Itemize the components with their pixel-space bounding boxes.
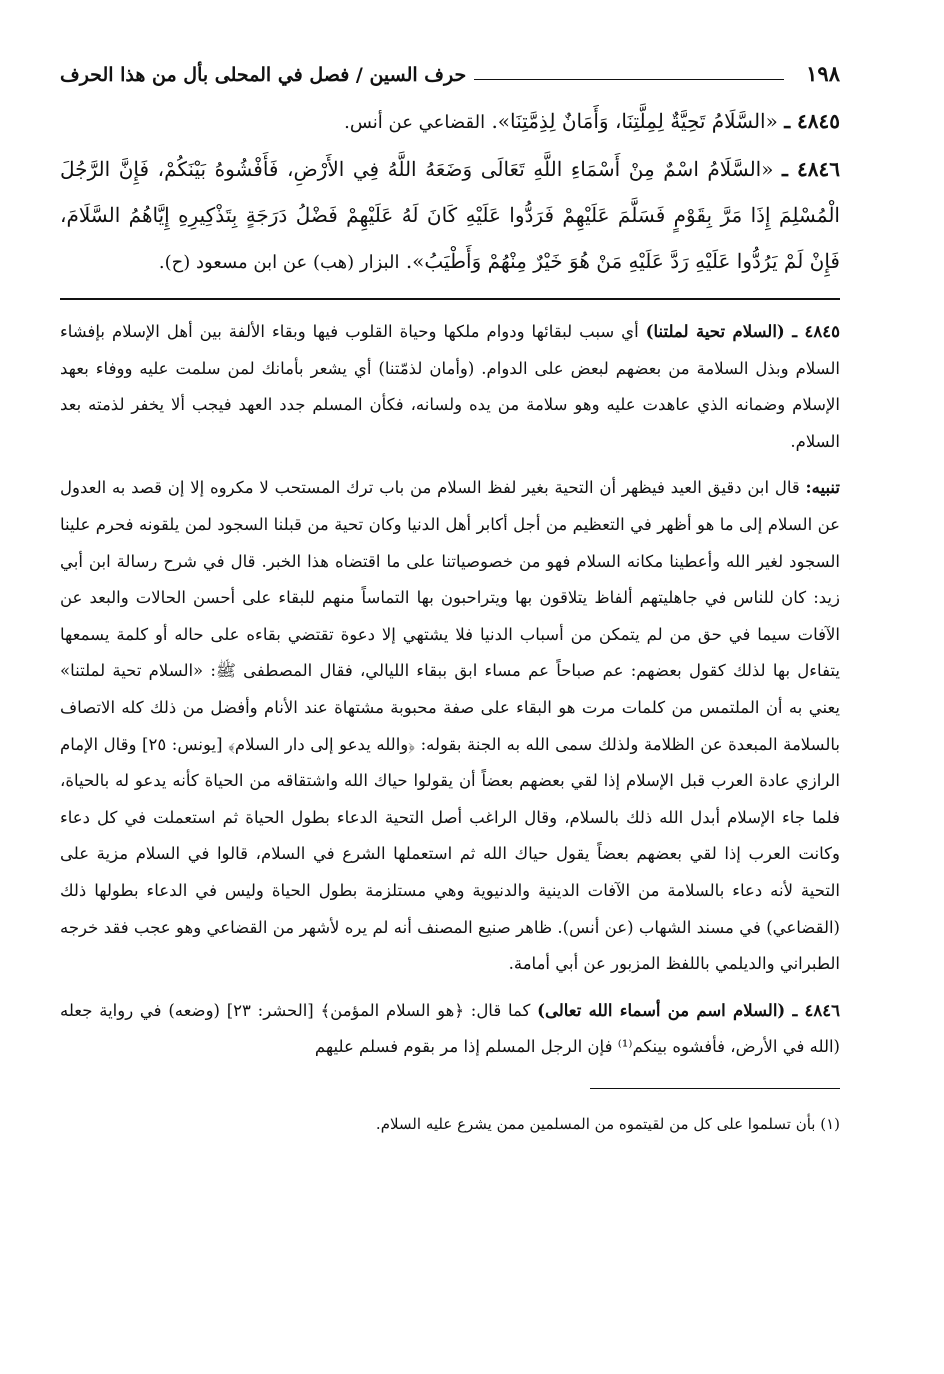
running-header [60,52,840,86]
footnote-1: (١) بأن تسلموا على كل من لقيتموه من المسلمين ممن يشرع عليه السلام. [375,1114,840,1133]
commentary-lead: ٤٨٤٥ ـ (السلام تحية لملتنا) [645,322,840,341]
hadith-number: ٤٨٤٦ ـ [782,157,840,181]
hadith-4846 [60,146,840,286]
commentary-text: كما قال: ﴿هو السلام المؤمن﴾ [الحشر: ٢٣] (وضعه) في رواية جعله (الله في الأرض، فأفشوه بينكم⁽¹⁾ فإن الرجل المسلم إذا مر بقوم فسلم عليهم [60,1000,840,1057]
book-page [60,52,840,1352]
commentary-text: قال ابن دقيق العيد فيظهر أن التحية بغير لفظ السلام من باب ترك المستحب لا مكروه إلا إن قصد به العدول عن السلام إلى ما هو أظهر في التعظيم من أجل أكابر أهل الدنيا وكان تحية من قبلنا السجود لمن يلقونه فحرم علينا السجود لغير الله وأعطينا مكانه السلام فهو من خصوصياتنا على ما اقتضاه هذا الخبر. قال في شرح رسالة ابن أبي زيد: كان للناس في جاهليتهم ألفاظ يتلاقون بها ويتراحبون بها التماساً منهم للبقاء على أحسن الحالات والبعد عن الآفات سيما في حق من لم يتمكن من أسباب الدنيا فلا يشتهي إلا دعوة تقتضي بقاءه على حاله أو كلمة يسمعها يتفاءل بها لذلك كقول بعضهم: عم صباحاً عم مساء ابق ببقاء الليالي، فقال المصطفى ﷺ: «السلام تحية لملتنا» يعني به أن الملتمس من كلمات مرت هو البقاء على صفة محبوبة مشتهاة عند الأنام وأفضل من ذلك كله الاتصاف بالسلامة المبعدة عن الظلامة ولذلك سمى الله به الجنة بقوله: ﴿والله يدعو إلى دار السلام﴾ [يونس: ٢٥] وقال الإمام الرازي عادة العرب قبل الإسلام إذا لقي بعضهم بعضاً أن يقولوا حياك الله واشتقاقه من الحياة كأنه يدعو له بالحياة، فلما جاء الإسلام أبدل الله ذلك بالسلام، وقال الراغب أصل التحية الدعاء بطول الحياة ثم استعملت في كل دعاء وكانت العرب إذا لقي بعضهم بعضاً يقول حياك الله ثم استعملها الشرع في السلام، قالوا في السلام مزية على التحية لأنه دعاء بالسلامة من الآفات الدينية والدنيوية وهي مستلزمة بطول الحياة وليس في الدعاء بطولها ذلك (القضاعي) في مسند الشهاب (عن أنس). ظاهر صنيع المصنف أنه لم يره لأشهر من القضاعي وهو عجب فقد خرجه الطبراني والديلمي باللفظ المزبور عن أبي أمامة. [60,478,840,974]
hadith-text: «السَّلَامُ اسْمٌ مِنْ أَسْمَاءِ اللَّهِ تَعَالَى وَضَعَهُ اللَّهُ فِي الأَرْضِ، فَأَفْشُوهُ بَيْنَكُمْ، فَإِنَّ الرَّجُلَ الْمُسْلِمَ إِذَا مَرَّ بِقَوْمٍ فَسَلَّمَ عَلَيْهِمْ فَرَدُّوا عَلَيْهِ كَانَ لَهُ عَلَيْهِمْ فَضْلُ دَرَجَةٍ بِتَذْكِيرِهِ إِيَّاهُمُ السَّلَامَ، فَإِنْ لَمْ يَرُدُّوا عَلَيْهِ رَدَّ عَلَيْهِ مَنْ هُوَ خَيْرٌ مِنْهُمْ وَأَطْيَبُ». [60,157,840,273]
hadith-number: ٤٨٤٥ ـ [784,109,840,133]
commentary-lead: تنبيه: [805,478,840,498]
hadith-source: القضاعي عن أنس. [344,112,486,133]
page-number: ١٩٨ [806,61,840,86]
hadith-4845 [60,98,840,146]
footnote-section [60,1111,840,1137]
hadith-text: «السَّلَامُ تَحِيَّةٌ لِمِلَّتِنَا، وَأَمَانٌ لِذِمَّتِنَا». [491,109,778,133]
footnote-separator [590,1088,840,1089]
commentary-4846 [60,993,840,1066]
commentary-text: أي سبب لبقائها ودوام ملكها وحياة القلوب فيها وبقاء الألفة بين أهل الإسلام بإفشاء السلام وبذل السلامة من بعضهم لبعض على الدوام. (وأمان لذمّتنا) أي يشعر بأمانك لمن سلمت عليه ووفاء بعهد الإسلام وضمانه الذي عاهدت عليه وهو سلامة من يده ولسانه، فكأن المسلم جدد العهد فيجب ألا يخفر لذمته بعد السلام. [60,322,840,451]
header-rule [474,79,784,80]
hadith-source: البزار (هب) عن ابن مسعود (ح). [158,252,400,273]
running-title: حرف السين / فصل في المحلى بأل من هذا الحرف [60,64,467,86]
commentary-4845 [60,314,840,460]
commentary-section [60,314,840,1066]
main-separator [60,298,840,300]
commentary-lead: ٤٨٤٦ ـ (السلام اسم من أسماء الله تعالى) [537,1000,840,1020]
commentary-note [60,470,840,982]
hadith-section [60,98,840,286]
